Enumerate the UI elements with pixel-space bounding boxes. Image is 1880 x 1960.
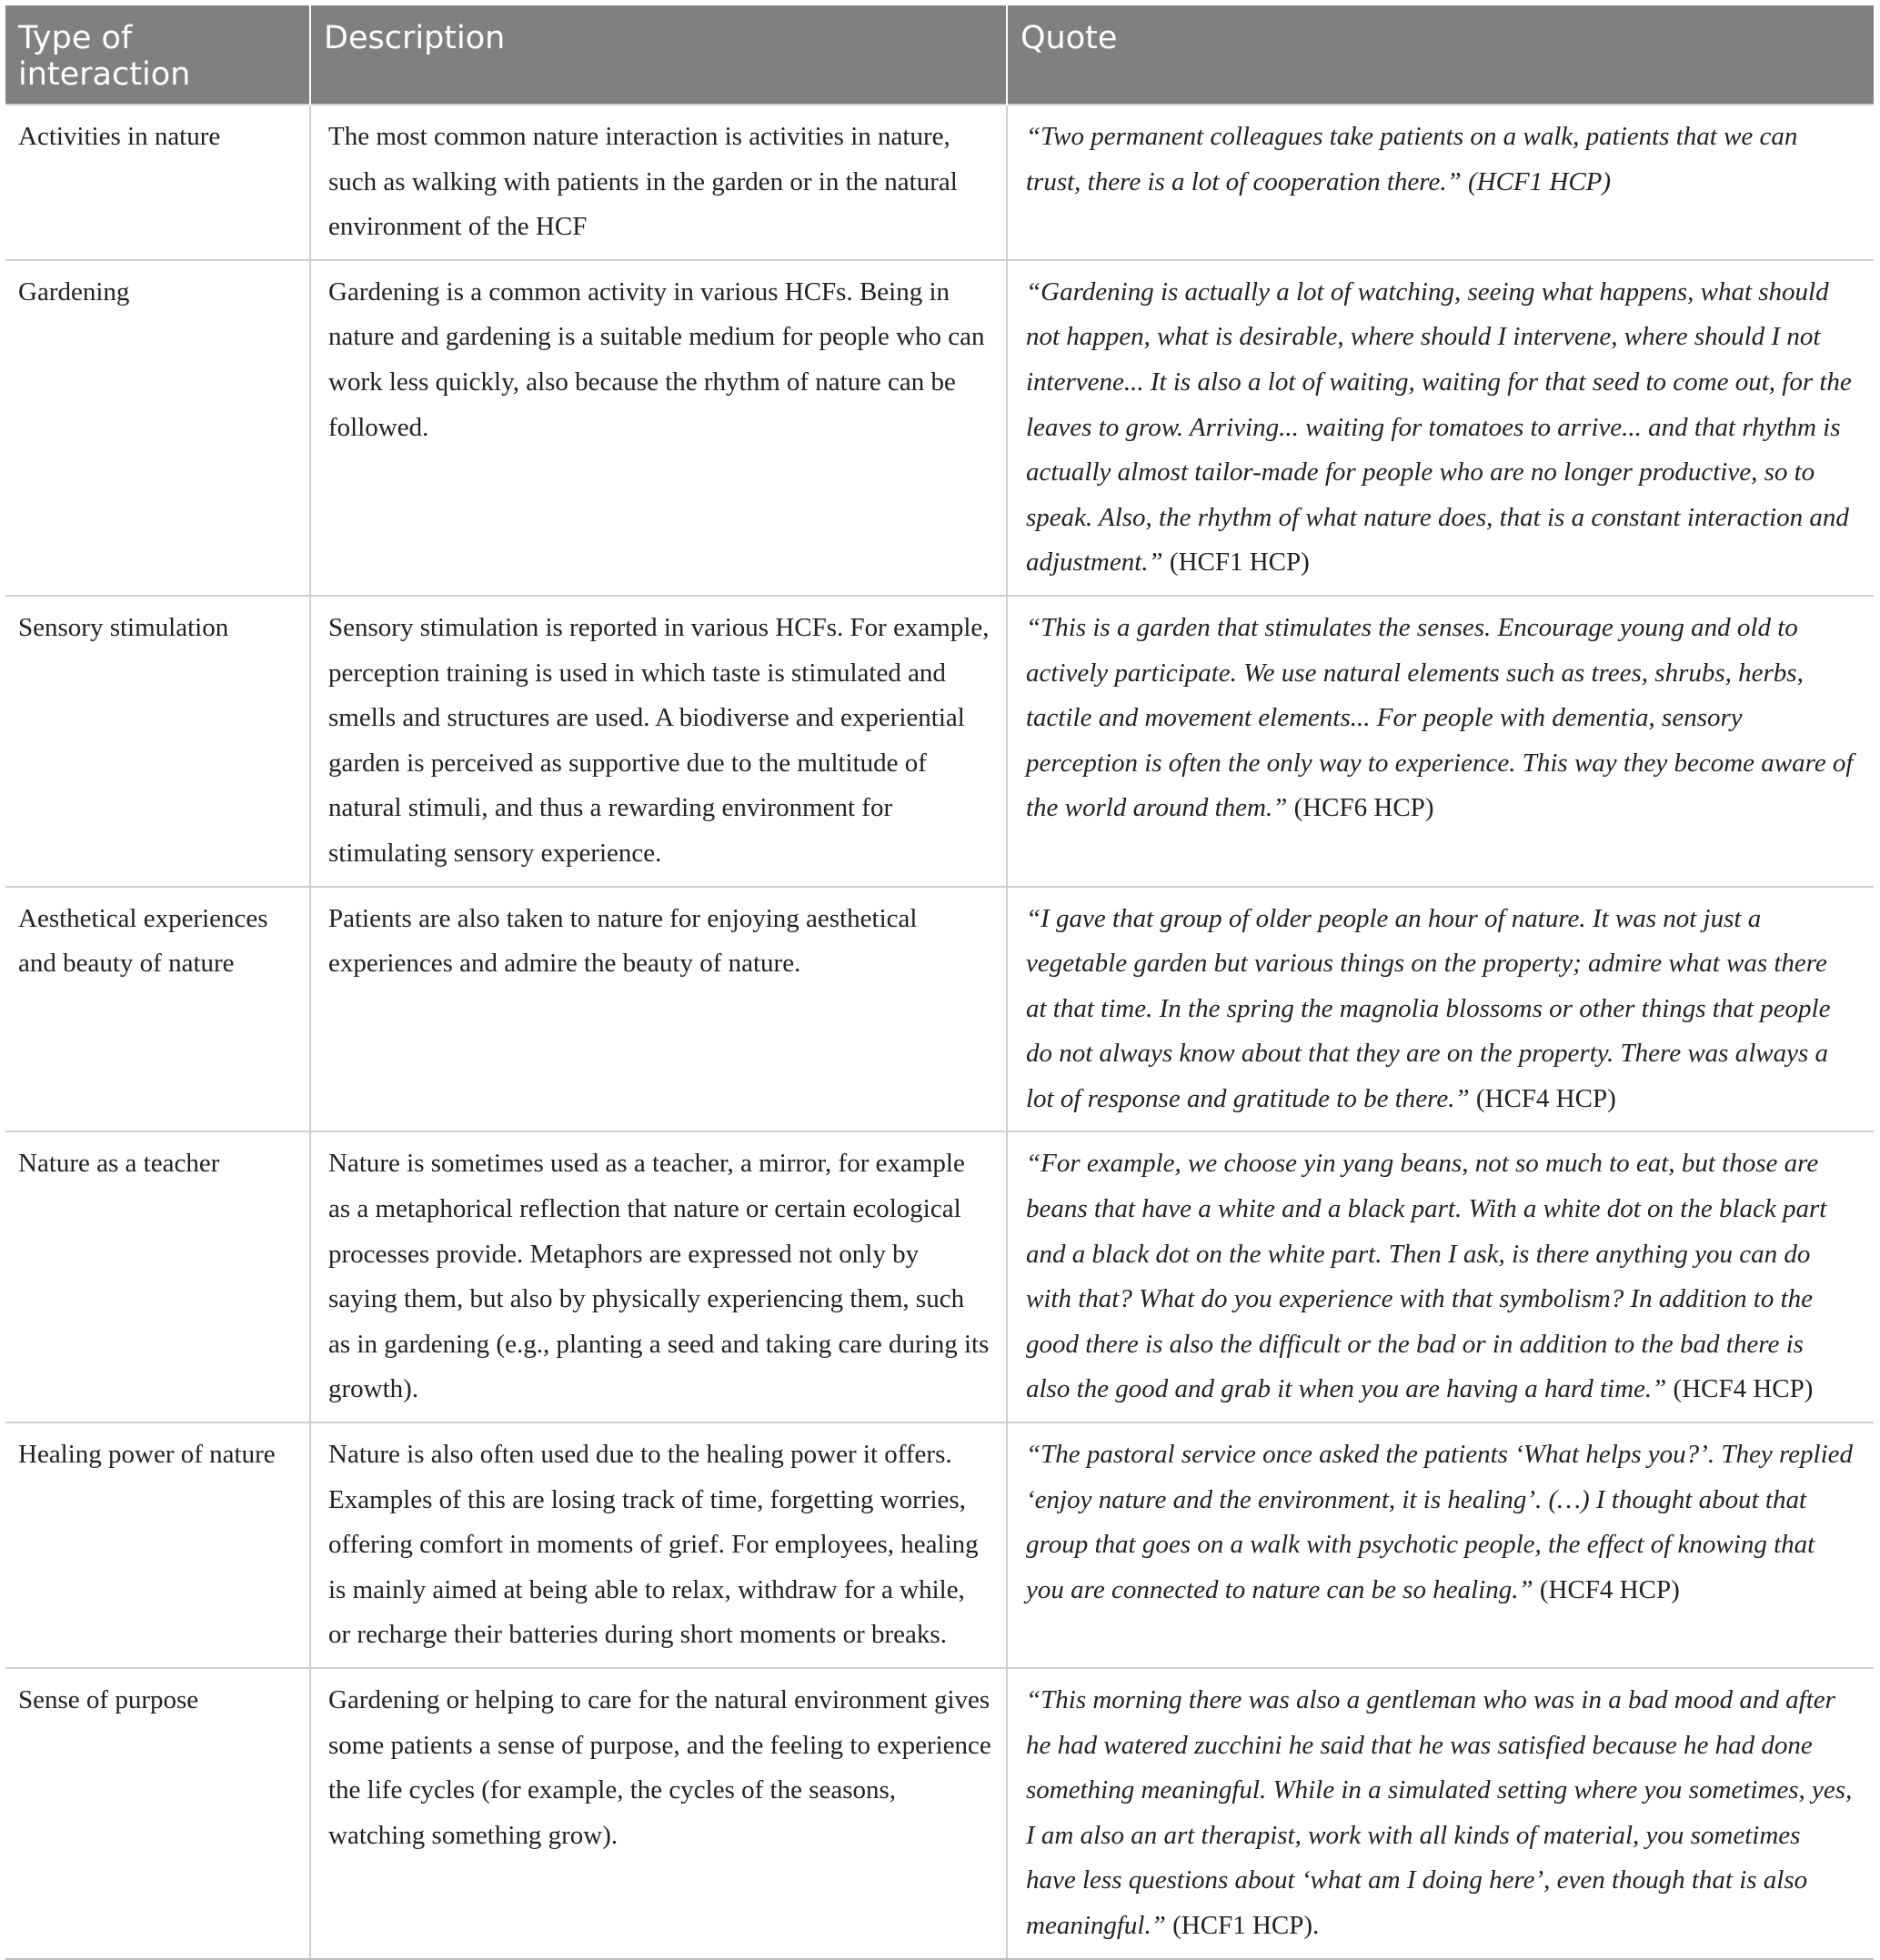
header-row — [5, 5, 1874, 105]
header-description: Description — [310, 5, 1007, 105]
type-cell: Sensory stimulation — [5, 596, 310, 887]
quote-source: (HCF4 HCP) — [1469, 1083, 1616, 1113]
table-row — [5, 1422, 1874, 1668]
quote-cell — [1007, 596, 1874, 887]
description-cell: Nature is also often used due to the healing power it offers. Examples of this are losing track of time, forgetting worries, offering comfort in moments of grief. For employees, healing is mainly aimed at being able to relax, withdraw for a while, or recharge their batteries during short moments or breaks. — [310, 1422, 1007, 1668]
type-cell: Gardening — [5, 260, 310, 596]
quote-source: (HCF1 HCP) — [1162, 548, 1310, 578]
quote-source: (HCF4 HCP) — [1533, 1574, 1680, 1604]
table-row — [5, 105, 1874, 260]
type-cell: Activities in nature — [5, 105, 310, 260]
quote-text: “I gave that group of older people an hour of nature. It was not just a vegetable garden but various things on the property; admire what was there at that time. In the spring the magnolia blossoms or other things that people do not always know about that they are on the property. There was always a lot of response and gratitude to be there.” — [1026, 903, 1831, 1113]
quote-cell — [1007, 1668, 1874, 1959]
quote-cell — [1007, 887, 1874, 1132]
quote-text: “This is a garden that stimulates the senses. Encourage young and old to actively participate. We use natural elements such as trees, shrubs, herbs, tactile and movement elements... For people with dementia, sensory perception is often the only way to experience. This way they become aware of the world around them.” — [1026, 612, 1854, 823]
nature-interaction-table — [5, 5, 1874, 1960]
header-type: Type of interaction — [5, 5, 310, 105]
quote-cell — [1007, 1131, 1874, 1422]
description-cell: Gardening is a common activity in various HCFs. Being in nature and gardening is a suitable medium for people who can work less quickly, also because the rhythm of nature can be followed. — [310, 260, 1007, 596]
table-row — [5, 1131, 1874, 1422]
table-header — [5, 5, 1874, 105]
header-quote: Quote — [1007, 5, 1874, 105]
type-cell: Aesthetical experiences and beauty of nature — [5, 887, 310, 1132]
quote-cell — [1007, 1422, 1874, 1668]
type-cell: Nature as a teacher — [5, 1131, 310, 1422]
table-row — [5, 1668, 1874, 1959]
table-row — [5, 887, 1874, 1132]
table-body — [5, 105, 1874, 1959]
quote-source: (HCF1 HCP). — [1165, 1910, 1320, 1940]
quote-cell — [1007, 260, 1874, 596]
description-cell: Gardening or helping to care for the natural environment gives some patients a sense of purpose, and the feeling to experience the life cycles (for example, the cycles of the seasons, watching something grow). — [310, 1668, 1007, 1959]
quote-source: (HCF6 HCP) — [1287, 793, 1434, 823]
quote-text: “For example, we choose yin yang beans, not so much to eat, but those are beans that have a white and a black part. With a white dot on the black part and a black dot on the white part. Then I ask, is there anything you can do with that? What do you experience with that symbolism? In addition to the good there is also the difficult or the bad or in addition to the bad there is also the good and grab it when you are having a hard time.” — [1026, 1149, 1827, 1404]
quote-text: “Gardening is actually a lot of watching, seeing what happens, what should not happen, what is desirable, where should I intervene, where should I not intervene... It is also a lot of waiting, waiting for that seed to come out, for the leaves to grow. Arriving... waiting for tomatoes to arrive... and that rhythm is actually almost tailor-made for people who are no longer productive, so to speak. Also, the rhythm of what nature does, that is a constant interaction and adjustment.” — [1026, 276, 1852, 578]
table-row — [5, 596, 1874, 887]
table-container — [5, 5, 1874, 1960]
quote-source: (HCF4 HCP) — [1666, 1374, 1814, 1404]
quote-text: “Two permanent colleagues take patients on a walk, patients that we can trust, there is a lot of cooperation there.” (HCF1 HCP) — [1026, 122, 1798, 196]
description-cell: Sensory stimulation is reported in various HCFs. For example, perception training is used in which taste is stimulated and smells and structures are used. A biodiverse and experiential garden is perceived as supportive due to the multitude of natural stimuli, and thus a rewarding environment for stimulating sensory experience. — [310, 596, 1007, 887]
quote-cell — [1007, 105, 1874, 260]
quote-text: “The pastoral service once asked the patients ‘What helps you?’. They replied ‘enjoy nature and the environment, it is healing’. (…) I thought about that group that goes on a walk with psychotic people, the effect of knowing that you are connected to nature can be so healing.” — [1026, 1440, 1854, 1604]
table-row — [5, 260, 1874, 596]
type-cell: Healing power of nature — [5, 1422, 310, 1668]
description-cell: The most common nature interaction is activities in nature, such as walking with patients in the garden or in the natural environment of the HCF — [310, 105, 1007, 260]
description-cell: Patients are also taken to nature for enjoying aesthetical experiences and admire the beauty of nature. — [310, 887, 1007, 1132]
quote-text: “This morning there was also a gentleman who was in a bad mood and after he had watered zucchini he said that he was satisfied because he had done something meaningful. While in a simulated setting where you sometimes, yes, I am also an art therapist, work with all kinds of material, you sometimes have less questions about ‘what am I doing here’, even though that is also meaningful.” — [1026, 1685, 1853, 1940]
description-cell: Nature is sometimes used as a teacher, a mirror, for example as a metaphorical reflection that nature or certain ecological processes provide. Metaphors are expressed not only by saying them, but also by physically experiencing them, such as in gardening (e.g., planting a seed and taking care during its growth). — [310, 1131, 1007, 1422]
type-cell: Sense of purpose — [5, 1668, 310, 1959]
